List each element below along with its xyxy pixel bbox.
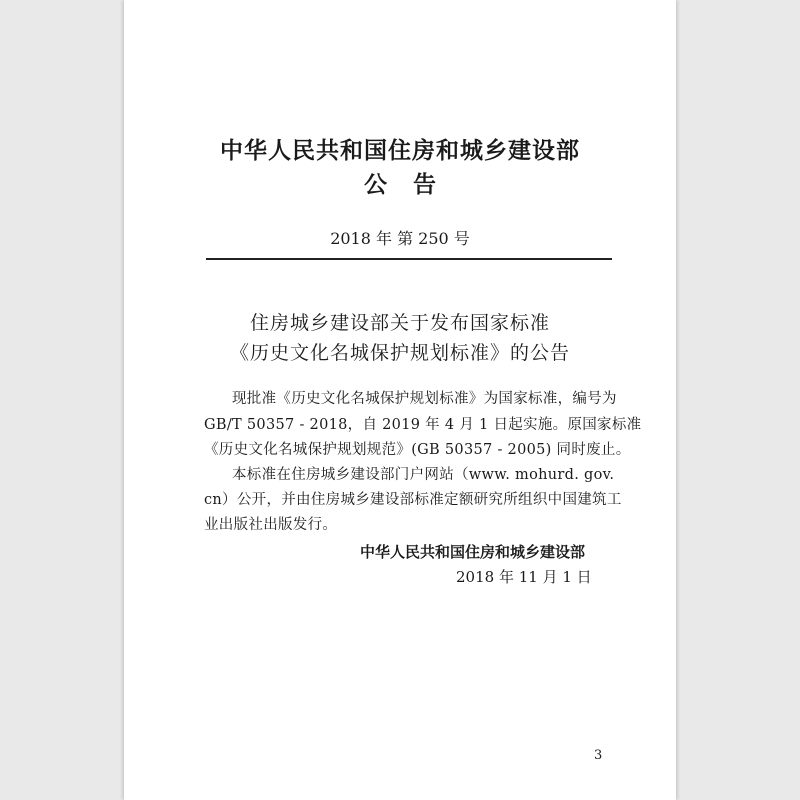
- document-type: 公告: [364, 172, 462, 198]
- announcement-headline-line-1: 住房城乡建设部关于发布国家标准: [249, 312, 550, 334]
- body-line: 《历史文化名城保护规划规范》(GB 50357 - 2005) 同时废止。: [204, 442, 631, 458]
- announcement-headline-line-2: 《历史文化名城保护规划标准》的公告: [229, 342, 570, 364]
- body-line: 业出版社出版发行。: [204, 517, 338, 533]
- page-number: 3: [594, 748, 603, 763]
- issue-number: 2018 年 第 250 号: [330, 229, 470, 248]
- signature-date: 2018 年 11 月 1 日: [456, 568, 592, 586]
- body-line: 现批准《历史文化名城保护规划标准》为国家标准，编号为: [232, 391, 617, 407]
- body-line: GB/T 50357 - 2018，自 2019 年 4 月 1 日起实施。原国家标准: [204, 417, 642, 433]
- body-line: 本标准在住房城乡建设部门户网站（www. mohurd. gov.: [232, 467, 615, 483]
- document-page: [124, 0, 676, 800]
- issuer-title: 中华人民共和国住房和城乡建设部: [220, 138, 580, 164]
- signature-issuer: 中华人民共和国住房和城乡建设部: [360, 543, 586, 561]
- body-line: cn）公开，并由住房城乡建设部标准定额研究所组织中国建筑工: [204, 492, 622, 508]
- header-divider: [206, 258, 612, 260]
